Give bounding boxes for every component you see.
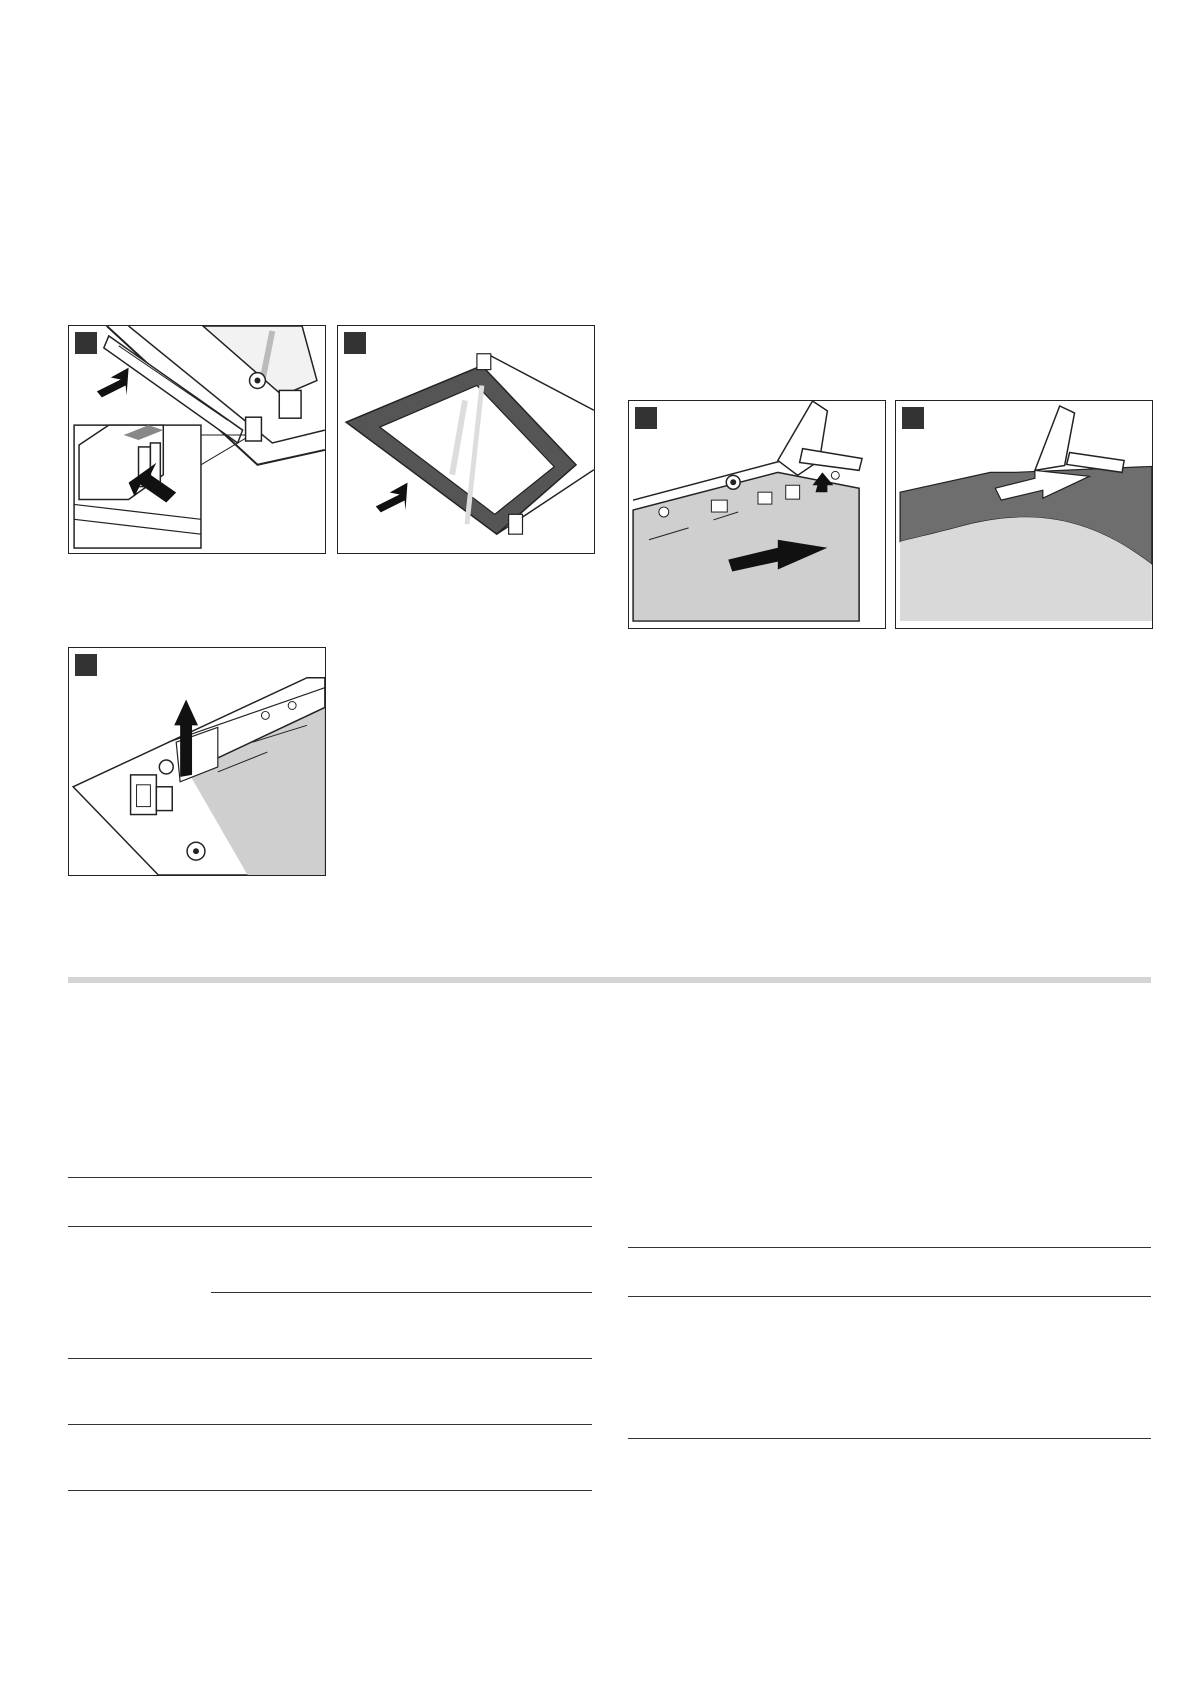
table-rule (628, 1296, 1151, 1297)
arrow-icon (376, 483, 408, 513)
section-divider (68, 977, 1151, 983)
figure-hinge-insert-slide (628, 400, 886, 629)
table-rule (68, 1424, 592, 1425)
table-rule (68, 1490, 592, 1491)
figure-hinge-push-in (895, 400, 1153, 629)
table-rule (68, 1177, 592, 1178)
hinge-bracket-illustration (69, 648, 325, 875)
figure-glass-pane-removal (337, 325, 595, 554)
table-rule (628, 1438, 1151, 1439)
step-number-badge (902, 407, 924, 429)
hinge-push-illustration (896, 401, 1152, 628)
figure-hinge-bracket-lift (68, 647, 326, 876)
table-rule (628, 1247, 1151, 1248)
step-number-badge (344, 332, 366, 354)
step-number-badge (75, 332, 97, 354)
step-number-badge (635, 407, 657, 429)
table-rule (68, 1358, 592, 1359)
step-number-badge (75, 654, 97, 676)
cover-strip-illustration (69, 326, 325, 553)
hinge-insert-illustration (629, 401, 885, 628)
table-rule (211, 1292, 592, 1293)
arrow-icon (97, 368, 129, 398)
figure-cover-strip-removal (68, 325, 326, 554)
glass-pane-illustration (338, 326, 594, 553)
table-rule (68, 1226, 592, 1227)
